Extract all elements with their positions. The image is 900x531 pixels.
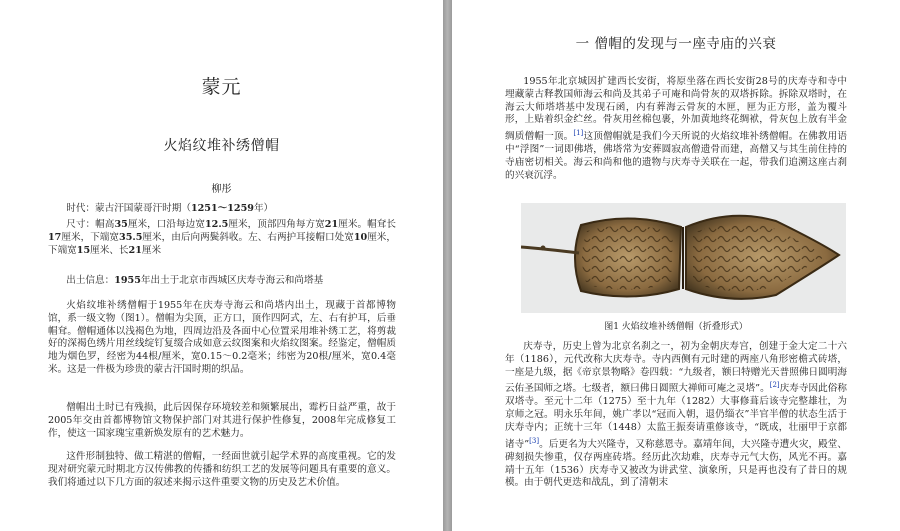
period-line: 时代：蒙古汗国蒙哥汗时期（1251～1259年）: [66, 203, 274, 214]
document-subtitle: 火焰纹堆补绣僧帽: [163, 138, 280, 154]
section-paragraph-1: 1955年北京城因扩建西长安街，将原坐落在西长安街28号的庆寿寺和寺中埋藏蒙古释教国师海云和尚及其弟子可庵和尚骨灰的双塔拆除。拆除双塔时，在海云大师塔塔基中发现石函，内有葬海云骨灰的木匣，匣为正方形，盖为覆斗形，上贴着织金纻丝。骨灰用丝棉包裹，外加黄地终花绸袱，骨灰包上放有半金绸质僧帽一顶。[1]这顶僧帽就是我们今天所说的火焰纹堆补绣僧帽。在佛教用语中“浮图”一词即佛塔，佛塔常为安葬圆寂高僧遗骨而建，高僧又与其生前住持的寺庙密切相关。海云和尚和他的遗物与庆寿寺关联在一起，带我们追溯这座古刹的兴衰沉浮。: [505, 76, 848, 181]
monk-hat-photo: [521, 203, 846, 313]
page-divider: [443, 0, 452, 531]
footnote-link-3[interactable]: [3]: [529, 436, 540, 445]
size-paragraph: 尺寸：帽高35厘米，口沿每边宽12.5厘米，顶部四角每方宽21厘米。帽耷长17厘米，下端宽35.5厘米，由后向两鬓斜收。左、右两护耳接帽口处宽10厘米，下端宽15厘米、长21厘米: [48, 219, 397, 256]
body-paragraph-3: 这件形制独特、做工精湛的僧帽，一经面世就引起学术界的高度重视。它的发现对研究蒙元时期北方汉传佛教的传播和纺织工艺的发展等问题具有重要的意义。我们将通过以下几方面的叙述来揭示这件重要文物的历史及艺术价值。: [48, 451, 396, 488]
document-title: 蒙元: [201, 76, 242, 98]
section-paragraph-2: 庆寿寺，历史上曾为北京名刹之一，初为金朝庆寿宫，创建于金大定二十六年（1186），元代改称大庆寿寺。寺内西侧有元时建的两座八角形密檐式砖塔，一座是九级，据《帝京景物略》卷四载：“九级者，额曰特赠光天普照佛日圆明海云佑圣国师之塔。七级者，额曰佛日圆照大禅师可庵之灵塔”。[2]庆寿寺因此俗称双塔寺。至元十二年（1275）至十九年（1282）大事修葺后该寺完整雄壮，为京师之冠。明永乐年间，姚广孝以“冠而入朝，退仍缁衣”半官半僧的状态生活于庆寿寺内；正统十三年（1448）太监王振奏请重修该寺，“既成，壮丽甲于京都诸寺”[3]。后更名为大兴隆寺，又称慈恩寺。嘉靖年间，大兴隆寺遭火灾，殿堂、碑刻损失惨重，仅存两座砖塔。经历此次劫难，庆寿寺元气大伤，风光不再。嘉靖十五年（1536）庆寿寺又被改为讲武堂、演象所，只是再也没有了昔日的规模。由于朝代更迭和战乱，到了清朝末: [505, 341, 848, 489]
provenance-line: 出土信息：1955年出土于北京市西城区庆寿寺海云和尚塔基: [66, 275, 324, 286]
figure-caption: 图1 火焰纹堆补绣僧帽（折叠形式）: [604, 322, 748, 332]
footnote-link-1[interactable]: [1]: [573, 129, 584, 138]
author-name: 柳彤: [211, 184, 232, 195]
footnote-link-2[interactable]: [2]: [769, 381, 780, 390]
section-heading: 一 僧帽的发现与一座寺庙的兴衰: [575, 36, 777, 52]
body-paragraph-1: 火焰纹堆补绣僧帽于1955年在庆寿寺海云和尚塔内出土，现藏于首都博物馆，系一级文物（图1）。僧帽为尖顶，正方口，顶作四阿式，左、右有护耳，后垂帽耷。僧帽通体以浅褐色为地，四周边沿及各面中心位置采用堆补绣工艺，将剪裁好的深褐色绣片用丝线绽钉复缀合成如意云纹图案和火焰纹图案。经鉴定，僧帽质地为烟色罗，经密为44根/厘米，宽0.15～0.2毫米；纬密为20根/厘米，宽0.4毫米。这是一件极为珍贵的蒙古汗国时期的织品。: [48, 300, 396, 375]
body-paragraph-2: 僧帽出土时已有残损，此后因保存环境较差和频繁展出，霉朽日益严重，故于2005年交由首都博物馆文物保护部门对其进行保护性修复，2008年完成修复工作，使这一国家瑰宝重新焕发原有的艺术魅力。: [48, 402, 396, 439]
monk-hat-illustration: [521, 203, 846, 313]
